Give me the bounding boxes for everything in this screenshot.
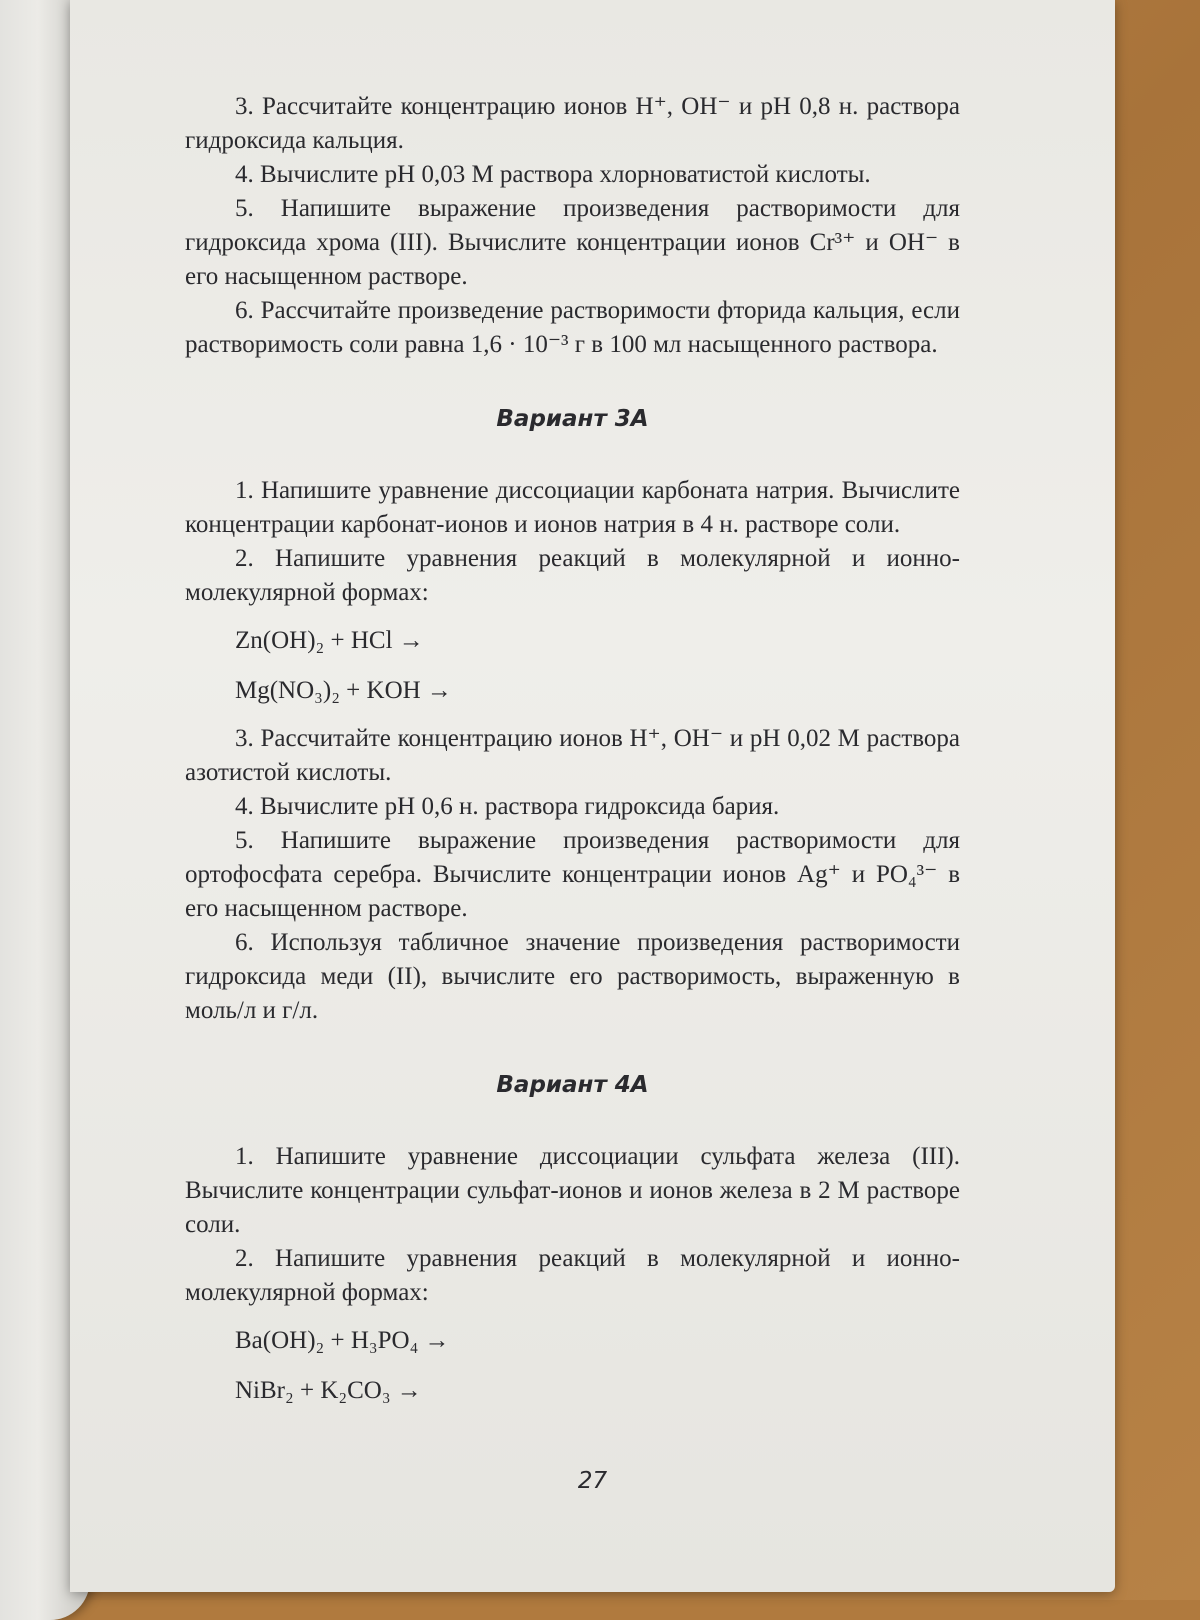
page-content <box>185 90 960 1422</box>
variant-4a-task-2: 2. Напишите уравнения реакций в молекулярной и ионно-молекулярной формах: <box>185 1245 960 1306</box>
formula-nibr2-k2co3: NiBr₂ + K₂CO₃ → <box>235 1377 422 1404</box>
variant-3a-formulas <box>185 624 960 708</box>
task-6-top: 6. Рассчитайте произведение растворимости фторида кальция, если растворимость соли равна 1,6 · 10⁻³ г в 100 мл насыщенного раствора. <box>185 297 960 358</box>
variant-3a-task-5: 5. Напишите выражение произведения растворимости для ортофосфата серебра. Вычислите концентрации ионов Ag⁺ и PO₄³⁻ в его насыщенном растворе. <box>185 827 960 922</box>
variant-4a-task-1: 1. Напишите уравнение диссоциации сульфата железа (III). Вычислите концентрации сульфат-ионов и ионов железа в 2 M растворе соли. <box>185 1143 960 1238</box>
task-4-top: 4. Вычислите pH 0,03 M раствора хлорноватистой кислоты. <box>235 161 871 188</box>
variant-3a-task-1: 1. Напишите уравнение диссоциации карбоната натрия. Вычислите концентрации карбонат-ионов и ионов натрия в 4 н. растворе соли. <box>185 477 960 538</box>
page-number: 27 <box>577 1468 608 1494</box>
variant-4a-heading: Вариант 4А <box>496 1072 649 1098</box>
variant-3a-task-2: 2. Напишите уравнения реакций в молекулярной и ионно-молекулярной формах: <box>185 545 960 606</box>
variant-3a-task-4: 4. Вычислите pH 0,6 н. раствора гидроксида бария. <box>235 793 780 820</box>
variant-3a-task-6: 6. Используя табличное значение произведения растворимости гидроксида меди (II), вычислите его растворимость, выраженную в моль/л и г/л. <box>185 929 960 1024</box>
book-page <box>70 0 1115 1592</box>
formula-zn-oh2-hcl: Zn(OH)₂ + HCl → <box>235 627 424 654</box>
variant-4a-formulas <box>185 1324 960 1408</box>
formula-mg-no3-koh: Mg(NO₃)₂ + KOH → <box>235 677 452 704</box>
variant-3a-task-3: 3. Рассчитайте концентрацию ионов H⁺, OH⁻ и pH 0,02 M раствора азотистой кислоты. <box>185 725 960 786</box>
formula-ba-oh2-h3po4: Ba(OH)₂ + H₃PO₄ → <box>235 1327 450 1354</box>
task-5-top: 5. Напишите выражение произведения растворимости для гидроксида хрома (III). Вычислите концентрации ионов Cr³⁺ и OH⁻ в его насыщенном растворе. <box>185 195 960 290</box>
variant-3a-heading: Вариант 3А <box>496 406 649 432</box>
task-3-top: 3. Рассчитайте концентрацию ионов H⁺, OH⁻ и pH 0,8 н. раствора гидроксида кальция. <box>185 93 960 154</box>
